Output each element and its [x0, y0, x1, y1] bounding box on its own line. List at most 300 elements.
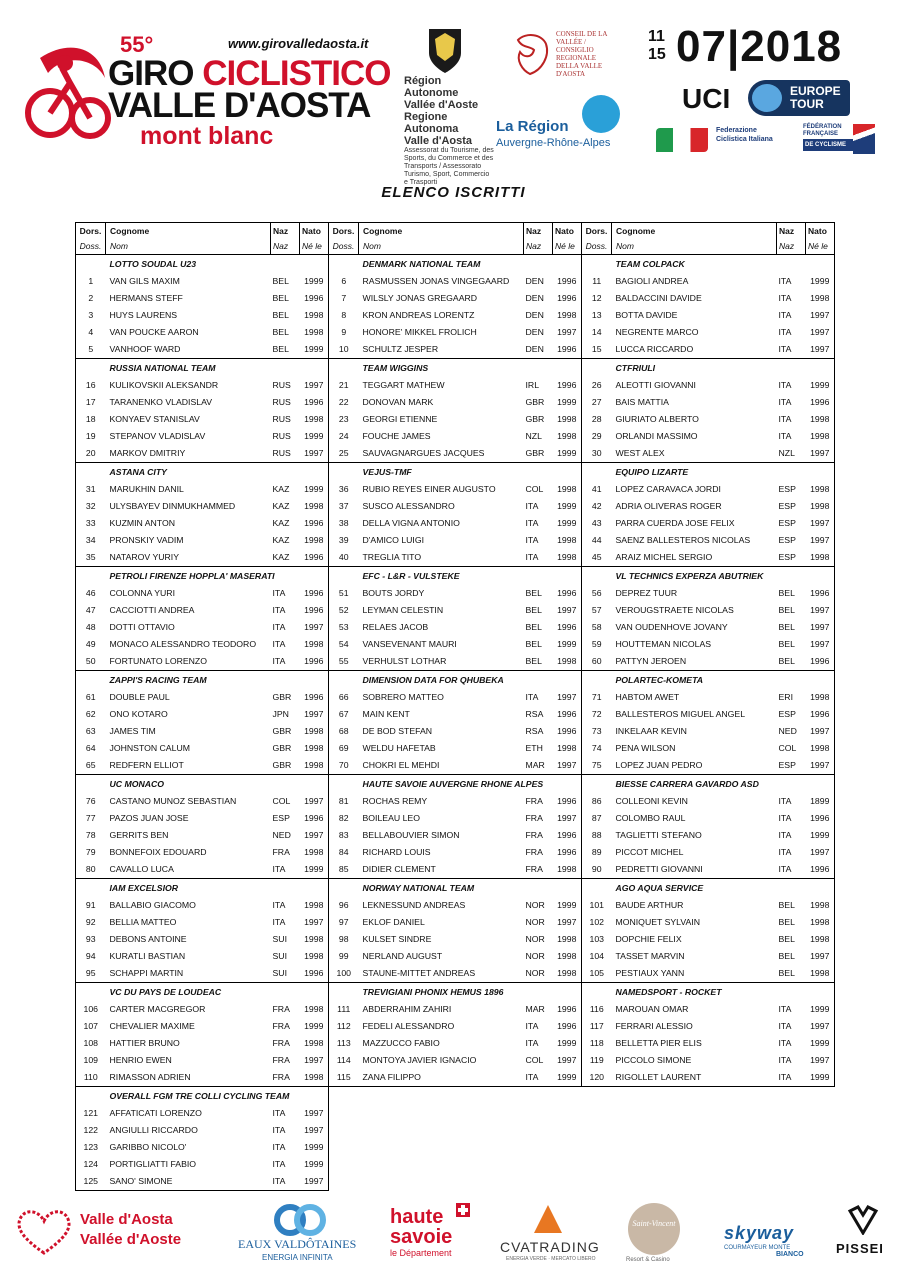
rider-nation: ITA	[271, 653, 300, 671]
rider-name: VAN POUCKE AARON	[109, 327, 199, 337]
rider-nation: ITA	[778, 1021, 792, 1031]
rider-name: TARANENKO VLADISLAV	[109, 397, 213, 407]
rider-year: 1996	[553, 1018, 582, 1035]
rider-nation: BEL	[778, 900, 795, 910]
rider-number: 33	[76, 515, 106, 532]
rider-year: 1998	[300, 636, 329, 653]
rider-nation: ITA	[778, 310, 792, 320]
rider-year: 1996	[553, 1001, 582, 1018]
rider-year: 1997	[806, 602, 835, 619]
rider-name	[612, 1173, 777, 1191]
rider-nation: KAZ	[271, 549, 300, 567]
rider-year: 1998	[806, 914, 835, 931]
team-row	[76, 775, 835, 794]
rider-name: DOPCHIE FELIX	[615, 934, 682, 944]
rider-nation: FRA	[525, 830, 543, 840]
eaux-logo-icon	[270, 1203, 330, 1237]
rider-number: 1	[76, 273, 106, 290]
rider-name: LOPEZ CARAVACA JORDI	[615, 484, 721, 494]
rider-year: 1996	[300, 689, 329, 706]
rider-name: BONNEFOIX EDOUARD	[109, 847, 207, 857]
rider-year: 1996	[300, 585, 329, 602]
rider-nation: ITA	[777, 1069, 806, 1087]
rider-nation: ITA	[778, 796, 792, 806]
rider-year: 1997	[806, 341, 835, 359]
rider-year: 1996	[300, 810, 329, 827]
rider-nation: ITA	[525, 1021, 539, 1031]
rider-number: 39	[329, 532, 359, 549]
col-nele: Né le	[300, 239, 329, 255]
rider-name: INKELAAR KEVIN	[615, 726, 687, 736]
rider-number: 98	[329, 931, 359, 948]
rider-number: 69	[329, 740, 359, 757]
rider-number: 32	[76, 498, 106, 515]
rider-year: 1998	[300, 757, 329, 775]
rider-name: SOBRERO MATTEO	[362, 692, 444, 702]
team-spacer	[329, 775, 359, 794]
rider-name: ONO KOTARO	[109, 709, 168, 719]
rider-row	[76, 428, 835, 445]
col-nom: Nom	[612, 239, 777, 255]
rider-nation: RUS	[272, 397, 291, 407]
rider-nation	[524, 1156, 553, 1173]
rider-number: 2	[76, 290, 106, 307]
rider-nation: BEL	[525, 639, 542, 649]
rider-year	[806, 1122, 835, 1139]
rider-number: 18	[76, 411, 106, 428]
rider-year: 1997	[300, 1105, 329, 1122]
rider-number: 95	[76, 965, 106, 983]
rider-nation: ETH	[525, 743, 543, 753]
rider-nation: FRA	[271, 1069, 300, 1087]
rider-nation: MAR	[525, 1004, 545, 1014]
col-naz: Naz	[524, 223, 553, 240]
date-month-year: 07|2018	[676, 22, 843, 71]
rider-name: RIMASSON ADRIEN	[106, 1069, 271, 1087]
rider-number: 113	[329, 1035, 359, 1052]
rider-year: 1997	[806, 636, 835, 653]
rider-number: 64	[76, 740, 106, 757]
team-spacer	[329, 255, 359, 274]
team-name: BIESSE CARRERA GAVARDO ASD	[612, 775, 835, 794]
rider-nation	[524, 1173, 553, 1191]
rider-nation: BEL	[272, 276, 289, 286]
rider-year: 1998	[553, 931, 582, 948]
rider-nation: ITA	[525, 692, 539, 702]
col-cognome: Cognome	[612, 223, 777, 240]
rider-name: HONORE' MIKKEL FROLICH	[362, 327, 477, 337]
team-spacer	[329, 671, 359, 690]
team-row	[76, 255, 835, 274]
rider-nation: BEL	[524, 653, 553, 671]
team-spacer	[76, 775, 106, 794]
website-link[interactable]: www.girovalledaosta.it	[228, 36, 369, 51]
rider-year: 1998	[553, 653, 582, 671]
rider-number: 105	[582, 965, 612, 983]
rider-year: 1997	[300, 914, 329, 931]
rider-number: 8	[329, 307, 359, 324]
rider-year: 1996	[806, 394, 835, 411]
rider-nation: ITA	[525, 518, 539, 528]
rider-year: 1997	[300, 793, 329, 810]
rider-number: 26	[582, 377, 612, 394]
rider-name: PAZOS JUAN JOSE	[109, 813, 189, 823]
rider-name: MONACO ALESSANDRO TEODORO	[109, 639, 257, 649]
rider-number	[582, 1173, 612, 1191]
rider-name: COLONNA YURI	[109, 588, 175, 598]
rider-year: 1996	[553, 341, 582, 359]
rider-name: DIDIER CLEMENT	[359, 861, 524, 879]
rider-year: 1997	[300, 827, 329, 844]
rider-year: 1997	[553, 757, 582, 775]
rider-name: RICHARD LOUIS	[362, 847, 431, 857]
rider-year: 1998	[553, 411, 582, 428]
rider-name	[359, 1105, 524, 1122]
rider-nation: KAZ	[272, 535, 290, 545]
rider-number: 104	[582, 948, 612, 965]
rider-year: 1998	[300, 324, 329, 341]
logo-ciclistico: CICLISTICO	[202, 54, 391, 93]
col-nele: Né le	[806, 239, 835, 255]
rider-name: CAVALLO LUCA	[106, 861, 271, 879]
rider-nation: ESP	[778, 484, 796, 494]
rider-year: 1997	[806, 757, 835, 775]
team-name: UC MONACO	[106, 775, 329, 794]
rider-row	[76, 307, 835, 324]
rider-name: CHEVALIER MAXIME	[109, 1021, 195, 1031]
team-row	[76, 671, 835, 690]
rider-nation	[524, 1105, 553, 1122]
rider-nation: BEL	[777, 653, 806, 671]
col-nom: Nom	[106, 239, 271, 255]
rider-name: CARTER MACGREGOR	[109, 1004, 206, 1014]
rider-nation: JPN	[272, 709, 289, 719]
rider-number: 123	[76, 1139, 106, 1156]
rider-number: 46	[76, 585, 106, 602]
team-name: AGO AQUA SERVICE	[612, 879, 835, 898]
team-spacer	[76, 463, 106, 482]
rider-nation: FRA	[272, 1004, 290, 1014]
team-spacer	[76, 983, 106, 1002]
rider-name: ZANA FILIPPO	[359, 1069, 524, 1087]
rider-nation: GBR	[525, 414, 545, 424]
rider-row	[76, 706, 835, 723]
rider-name: MONTOYA JAVIER IGNACIO	[362, 1055, 477, 1065]
rider-number	[582, 1122, 612, 1139]
rider-year: 1998	[300, 844, 329, 861]
rider-number: 100	[329, 965, 359, 983]
rider-row	[76, 810, 835, 827]
rider-number: 51	[329, 585, 359, 602]
rider-name: DELLA VIGNA ANTONIO	[362, 518, 460, 528]
rider-name: BAGIOLI ANDREA	[615, 276, 689, 286]
rider-year: 1998	[806, 428, 835, 445]
consiglio-lion-icon	[512, 30, 552, 80]
rider-nation: DEN	[525, 310, 544, 320]
rider-year: 1996	[300, 965, 329, 983]
rider-year: 1997	[300, 1122, 329, 1139]
rider-name: TEGGART MATHEW	[362, 380, 445, 390]
team-spacer	[329, 359, 359, 378]
col-nato: Nato	[806, 223, 835, 240]
ffc-label-2: DE CYCLISME	[803, 139, 859, 151]
rider-nation: RUS	[272, 431, 291, 441]
col-nato: Nato	[300, 223, 329, 240]
rider-number: 117	[582, 1018, 612, 1035]
rider-year: 1997	[300, 1173, 329, 1191]
rider-number: 85	[329, 861, 359, 879]
rider-year: 1997	[553, 602, 582, 619]
header-row-1	[76, 223, 835, 240]
edition-number: 55°	[120, 32, 154, 57]
rider-number: 53	[329, 619, 359, 636]
rider-nation: BEL	[778, 639, 795, 649]
rider-nation: ITA	[272, 900, 286, 910]
rider-nation: ITA	[272, 1125, 286, 1135]
rider-number: 24	[329, 428, 359, 445]
rider-name: MONIQUET SYLVAIN	[615, 917, 700, 927]
rider-year: 1996	[300, 394, 329, 411]
rider-nation: ITA	[525, 1038, 539, 1048]
rider-name: PENA WILSON	[615, 743, 676, 753]
rider-nation: ITA	[778, 830, 792, 840]
rider-number: 119	[582, 1052, 612, 1069]
rider-name: DE BOD STEFAN	[362, 726, 433, 736]
rider-number: 96	[329, 897, 359, 914]
rider-row	[76, 897, 835, 914]
team-row	[76, 567, 835, 586]
rider-name: RUBIO REYES EINER AUGUSTO	[362, 484, 496, 494]
rider-nation: ITA	[778, 431, 792, 441]
rider-nation: IRL	[525, 380, 540, 390]
rider-year: 1997	[806, 532, 835, 549]
la-region-title: La Région	[496, 118, 569, 135]
rider-year: 1997	[806, 1052, 835, 1069]
rider-number: 48	[76, 619, 106, 636]
rider-name: JAMES TIM	[109, 726, 156, 736]
rider-name: GARIBBO NICOLO'	[109, 1142, 187, 1152]
rider-name: VANHOOF WARD	[106, 341, 271, 359]
rider-number: 6	[329, 273, 359, 290]
rider-nation: ESP	[778, 709, 796, 719]
rider-number: 56	[582, 585, 612, 602]
haute-savoie-cross-icon	[456, 1203, 470, 1217]
rider-row	[76, 1035, 835, 1052]
rider-year: 1997	[300, 1052, 329, 1069]
rider-year: 1996	[300, 653, 329, 671]
team-name: CTFRIULI	[612, 359, 835, 378]
rider-name: WELDU HAFETAB	[362, 743, 436, 753]
rider-nation: ITA	[272, 1142, 286, 1152]
rider-year	[553, 1156, 582, 1173]
rider-year: 1997	[553, 1052, 582, 1069]
rider-number: 99	[329, 948, 359, 965]
rider-name: PORTIGLIATTI FABIO	[109, 1159, 197, 1169]
rider-number: 67	[329, 706, 359, 723]
rider-nation: ITA	[272, 622, 286, 632]
rider-year	[553, 1139, 582, 1156]
rider-year: 1997	[806, 307, 835, 324]
rider-name: PICCOT MICHEL	[615, 847, 684, 857]
rider-year: 1996	[553, 290, 582, 307]
date-days	[648, 28, 666, 64]
rider-year: 1998	[806, 498, 835, 515]
rider-number: 68	[329, 723, 359, 740]
rider-number: 5	[76, 341, 106, 359]
haute-savoie-3: le Département	[390, 1248, 452, 1258]
rider-name: TAGLIETTI STEFANO	[615, 830, 702, 840]
rider-year: 1999	[300, 861, 329, 879]
rider-number: 125	[76, 1173, 106, 1191]
rider-nation: COL	[525, 1055, 544, 1065]
rider-row	[76, 290, 835, 307]
rider-nation: GBR	[525, 397, 545, 407]
rider-number: 49	[76, 636, 106, 653]
rider-number: 75	[582, 757, 612, 775]
rider-year: 1997	[300, 619, 329, 636]
team-name: NORWAY NATIONAL TEAM	[359, 879, 582, 898]
rider-nation: NOR	[524, 965, 553, 983]
team-name: TEAM WIGGINS	[359, 359, 582, 378]
rider-nation: ITA	[778, 847, 792, 857]
rider-nation: BEL	[778, 588, 795, 598]
rider-year: 1998	[300, 498, 329, 515]
rider-number: 118	[582, 1035, 612, 1052]
rider-row	[76, 757, 835, 775]
rider-name: ADRIA OLIVERAS ROGER	[615, 501, 722, 511]
rider-nation	[524, 1122, 553, 1139]
saint-vincent-sub: Resort & Casino	[626, 1257, 670, 1263]
rider-row	[76, 793, 835, 810]
team-spacer	[582, 983, 612, 1002]
rider-row	[76, 585, 835, 602]
rider-name: PARRA CUERDA JOSE FELIX	[615, 518, 735, 528]
rider-nation: ITA	[272, 588, 286, 598]
rider-row	[76, 602, 835, 619]
col-nele: Né le	[553, 239, 582, 255]
rider-year: 1997	[806, 619, 835, 636]
rider-nation: ITA	[524, 549, 553, 567]
rider-number: 45	[582, 549, 612, 567]
rider-year: 1999	[553, 897, 582, 914]
rider-year: 1997	[300, 706, 329, 723]
rider-nation: NED	[778, 726, 797, 736]
rider-name: DOUBLE PAUL	[109, 692, 170, 702]
rider-year: 1996	[553, 827, 582, 844]
rider-number: 41	[582, 481, 612, 498]
rider-number: 89	[582, 844, 612, 861]
col-nato: Nato	[553, 223, 582, 240]
team-name: ZAPPI'S RACING TEAM	[106, 671, 329, 690]
rider-name: BALLESTEROS MIGUEL ANGEL	[615, 709, 746, 719]
rider-row	[76, 948, 835, 965]
rider-nation: ESP	[272, 813, 290, 823]
rider-name: BOUTS JORDY	[362, 588, 425, 598]
rider-nation: NZL	[777, 445, 806, 463]
rider-number: 28	[582, 411, 612, 428]
rider-name: ULYSBAYEV DINMUKHAMMED	[109, 501, 236, 511]
rider-name	[612, 1105, 777, 1122]
rider-row	[76, 861, 835, 879]
rider-number: 4	[76, 324, 106, 341]
region-name-4: Valle d'Aosta	[404, 135, 473, 147]
rider-number: 88	[582, 827, 612, 844]
rider-number: 121	[76, 1105, 106, 1122]
rider-nation: NOR	[525, 934, 545, 944]
rider-year	[806, 1156, 835, 1173]
rider-nation: ESP	[778, 501, 796, 511]
rider-year: 1996	[553, 793, 582, 810]
rider-year: 1998	[300, 740, 329, 757]
rider-year: 1999	[553, 445, 582, 463]
rider-name: LEYMAN CELESTIN	[362, 605, 444, 615]
rider-number: 61	[76, 689, 106, 706]
rider-nation: FRA	[524, 861, 553, 879]
rider-nation: GBR	[272, 743, 292, 753]
saint-vincent-label: Saint-Vincent	[632, 1219, 676, 1228]
logo-line-2: VALLE D'AOSTA	[108, 86, 371, 125]
rider-number: 111	[329, 1001, 359, 1018]
rider-year: 1998	[806, 290, 835, 307]
rider-number: 103	[582, 931, 612, 948]
rider-row	[76, 844, 835, 861]
rider-name: KULIKOVSKII ALEKSANDR	[109, 380, 219, 390]
rider-number: 16	[76, 377, 106, 394]
date-day-end: 15	[648, 46, 666, 63]
rider-nation: ESP	[777, 757, 806, 775]
rider-nation: ITA	[778, 1038, 792, 1048]
team-spacer	[76, 255, 106, 274]
rider-year: 1997	[806, 515, 835, 532]
rider-nation: ESP	[778, 535, 796, 545]
rider-name: WEST ALEX	[612, 445, 777, 463]
rider-nation: RUS	[271, 445, 300, 463]
rider-year: 1998	[806, 549, 835, 567]
rider-name: RASMUSSEN JONAS VINGEGAARD	[362, 276, 510, 286]
rider-year: 1999	[553, 394, 582, 411]
cyclist-logo-icon	[20, 38, 115, 158]
rider-name: JOHNSTON CALUM	[109, 743, 190, 753]
rider-name: WILSLY JONAS GREGAARD	[362, 293, 478, 303]
rider-number: 31	[76, 481, 106, 498]
rider-name	[359, 1156, 524, 1173]
vda-logo-1: Valle d'Aosta	[80, 1211, 173, 1228]
heart-logo-icon	[14, 1207, 74, 1257]
rider-nation: ITA	[778, 1004, 792, 1014]
team-spacer	[582, 359, 612, 378]
rider-number: 25	[329, 445, 359, 463]
rider-name: PICCOLO SIMONE	[615, 1055, 692, 1065]
rider-number: 43	[582, 515, 612, 532]
region-crest-icon	[425, 25, 465, 75]
rider-number: 40	[329, 549, 359, 567]
team-spacer	[329, 463, 359, 482]
rider-name: LUCCA RICCARDO	[612, 341, 777, 359]
rider-nation: BEL	[778, 605, 795, 615]
rider-year: 1998	[300, 307, 329, 324]
rider-year	[553, 1122, 582, 1139]
region-sub: Assessorat du Tourisme, des Sports, du Commerce et des Transports / Assessorato Turismo, Sport, Commercio e Trasporti	[404, 147, 494, 186]
rider-year: 1999	[806, 827, 835, 844]
rider-number: 21	[329, 377, 359, 394]
rider-name: FORTUNATO LORENZO	[106, 653, 271, 671]
rider-nation	[777, 1173, 806, 1191]
rider-name: BOILEAU LEO	[362, 813, 420, 823]
rider-number: 77	[76, 810, 106, 827]
rider-number: 122	[76, 1122, 106, 1139]
rider-year: 1997	[806, 844, 835, 861]
rider-number: 112	[329, 1018, 359, 1035]
